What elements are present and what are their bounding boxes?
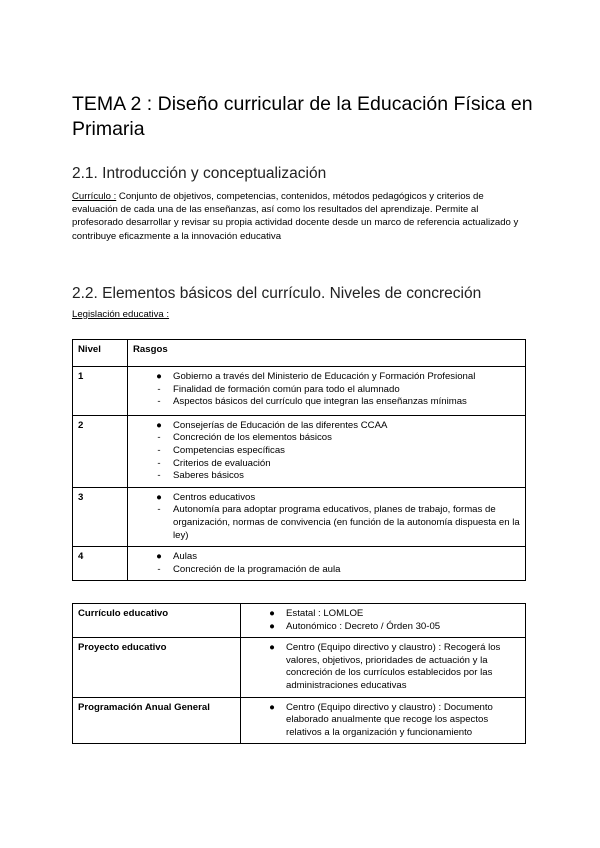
document-name: Currículo educativo (73, 604, 241, 638)
list-item-text: Autonomía para adoptar programa educativos, planes de trabajo, formas de organización, normas de convivencia (en función de la autonomía dispuesta en la ley) (173, 504, 520, 541)
level-number: 3 (73, 487, 128, 546)
list-item (246, 702, 520, 740)
table-row (73, 604, 526, 638)
table-header-row (73, 340, 526, 367)
list-item (133, 492, 520, 505)
item-list (133, 551, 520, 576)
document-description (241, 638, 526, 697)
bullet-icon: ● (156, 551, 162, 563)
item-list (133, 492, 520, 542)
header-traits: Rasgos (128, 340, 526, 367)
list-item (133, 396, 520, 409)
section-heading-intro: 2.1. Introducción y conceptualización (72, 165, 327, 182)
section-heading-elements: 2.2. Elementos básicos del currículo. Niveles de concreción (72, 285, 482, 302)
list-item-text: Aspectos básicos del currículo que integran las enseñanzas mínimas (173, 396, 467, 408)
list-item-text: Saberes básicos (173, 470, 244, 482)
dash-icon: - (157, 383, 161, 395)
list-item (133, 504, 520, 542)
level-traits (128, 487, 526, 546)
list-item-text: Consejerías de Educación de las diferentes CCAA (173, 419, 388, 431)
list-item (133, 445, 520, 458)
item-list (246, 642, 520, 692)
table-row (73, 415, 526, 487)
list-item-text: Finalidad de formación común para todo el alumnado (173, 383, 400, 395)
legislation-label: Legislación educativa : (72, 309, 170, 320)
level-traits (128, 547, 526, 581)
list-item-text: Gobierno a través del Ministerio de Educación y Formación Profesional (173, 371, 476, 382)
curriculum-text: Conjunto de objetivos, competencias, contenidos, métodos pedagógicos y criterios de evaluación de cada una de las enseñanzas, así como los resultados del aprendizaje. Permite al profesorado desarrollar y revisar su propia actividad docente desde un marco de referencia actualizado y contribuye eficazmente a la innovación educativa (72, 191, 519, 242)
dash-icon: - (157, 432, 161, 444)
document-name: Programación Anual General (73, 697, 241, 744)
table-row (73, 638, 526, 697)
level-number: 1 (73, 367, 128, 416)
list-item (133, 371, 520, 384)
item-list (246, 702, 520, 740)
list-item-text: Autonómico : Decreto / Órden 30-05 (286, 620, 441, 632)
list-item (133, 432, 520, 445)
dash-icon: - (157, 396, 161, 408)
list-item-text: Centros educativos (173, 491, 256, 503)
levels-table (72, 339, 526, 581)
document-description (241, 697, 526, 744)
dash-icon: - (157, 470, 161, 482)
list-item (133, 551, 520, 564)
list-item-text: Aulas (173, 551, 197, 563)
list-item-text: Estatal : LOMLOE (286, 608, 364, 619)
list-item (133, 420, 520, 433)
level-number: 4 (73, 547, 128, 581)
curriculum-definition (72, 190, 532, 243)
item-list (246, 608, 520, 633)
list-item (246, 642, 520, 692)
page-title: TEMA 2 : Diseño curricular de la Educación Física en Primaria (72, 93, 533, 140)
table-row (73, 367, 526, 416)
list-item (246, 621, 520, 634)
curriculum-term: Currículo : (72, 191, 117, 202)
list-item-text: Competencias específicas (173, 444, 285, 456)
dash-icon: - (157, 444, 161, 456)
bullet-icon: ● (269, 642, 275, 654)
list-item (133, 470, 520, 483)
document-description (241, 604, 526, 638)
level-traits (128, 415, 526, 487)
list-item (133, 564, 520, 577)
bullet-icon: ● (156, 419, 162, 431)
item-list (133, 371, 520, 409)
list-item (246, 608, 520, 621)
list-item-text: Centro (Equipo directivo y claustro) : Recogerá los valores, objetivos, prioridades de actuación y la concreción de los currículos establecidos por las administraciones educativas (286, 642, 501, 691)
table-row (73, 547, 526, 581)
level-number: 2 (73, 415, 128, 487)
bullet-icon: ● (156, 371, 162, 382)
level-traits (128, 367, 526, 416)
dash-icon: - (157, 563, 161, 575)
list-item-text: Centro (Equipo directivo y claustro) : Documento elaborado anualmente que recoge los aspectos relativos a la organización y funcionamiento (286, 701, 493, 738)
dash-icon: - (157, 457, 161, 469)
list-item-text: Concreción de la programación de aula (173, 563, 341, 575)
item-list (133, 420, 520, 483)
header-level: Nivel (73, 340, 128, 367)
list-item (133, 458, 520, 471)
list-item (133, 384, 520, 397)
list-item-text: Concreción de los elementos básicos (173, 432, 332, 444)
bullet-icon: ● (269, 620, 275, 632)
dash-icon: - (157, 504, 161, 516)
bullet-icon: ● (269, 608, 275, 619)
bullet-icon: ● (269, 701, 275, 713)
list-item-text: Criterios de evaluación (173, 457, 271, 469)
documents-table (72, 603, 526, 744)
table-row (73, 697, 526, 744)
document-name: Proyecto educativo (73, 638, 241, 697)
table-row (73, 487, 526, 546)
bullet-icon: ● (156, 491, 162, 503)
